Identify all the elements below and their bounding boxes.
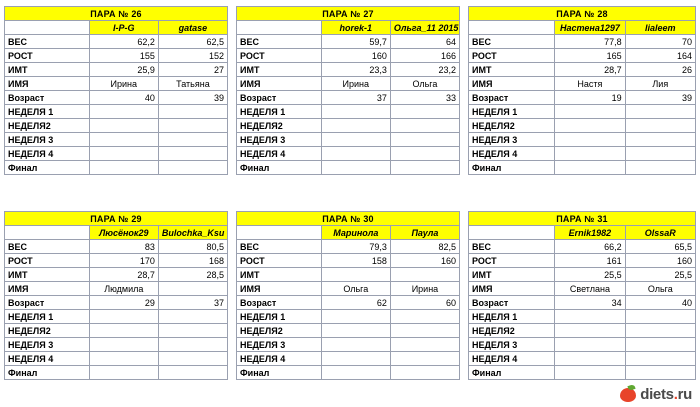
row-label-week2: НЕДЕЛЯ2: [237, 119, 322, 133]
imt-p2: [390, 268, 459, 282]
final-p1: [89, 161, 158, 175]
table-row: [237, 296, 460, 310]
week2-p1: [555, 324, 625, 338]
row-label-ves: ВЕС: [5, 35, 90, 49]
row-label-ves: ВЕС: [469, 35, 555, 49]
week3-p2: [390, 338, 459, 352]
row-label-rost: РОСТ: [469, 49, 555, 63]
table-row: [5, 324, 228, 338]
vozrast-p1: 40: [89, 91, 158, 105]
pair-table: [468, 211, 696, 380]
rost-p2: 168: [158, 254, 227, 268]
rost-p1: 158: [321, 254, 390, 268]
names-blank: [469, 21, 555, 35]
pair-table: [4, 211, 228, 380]
week4-p2: [158, 352, 227, 366]
week3-p2: [625, 338, 695, 352]
ves-p2: 64: [390, 35, 459, 49]
row-label-week3: НЕДЕЛЯ 3: [5, 133, 90, 147]
table-row: [5, 133, 228, 147]
imt-p2: 25,5: [625, 268, 695, 282]
week3-p2: [158, 133, 227, 147]
ves-p2: 70: [625, 35, 695, 49]
row-label-vozrast: Возраст: [5, 91, 90, 105]
row-label-imt: ИМТ: [5, 268, 90, 282]
table-row: [5, 105, 228, 119]
participant-2-name: Паула: [390, 226, 459, 240]
final-p1: [89, 366, 158, 380]
week1-p1: [89, 105, 158, 119]
participant-2-name: lialeem: [625, 21, 695, 35]
table-row: [469, 324, 696, 338]
table-row: [469, 49, 696, 63]
row-label-week1: НЕДЕЛЯ 1: [5, 310, 90, 324]
table-row: [5, 147, 228, 161]
names-blank: [5, 21, 90, 35]
row-label-vozrast: Возраст: [469, 91, 555, 105]
final-p2: [625, 366, 695, 380]
week3-p1: [555, 338, 625, 352]
rost-p2: 164: [625, 49, 695, 63]
row-label-final: Финал: [469, 366, 555, 380]
table-row: [469, 119, 696, 133]
table-row: [237, 105, 460, 119]
week2-p2: [390, 324, 459, 338]
table-row: [5, 240, 228, 254]
week4-p1: [555, 147, 625, 161]
pair-block-31: [464, 205, 700, 407]
table-row: [469, 147, 696, 161]
pair-table: [468, 6, 696, 175]
imya-p1: Ольга: [321, 282, 390, 296]
final-p2: [390, 366, 459, 380]
week1-p2: [158, 310, 227, 324]
table-row: [237, 310, 460, 324]
imt-p2: 27: [158, 63, 227, 77]
row-label-week2: НЕДЕЛЯ2: [469, 119, 555, 133]
vozrast-p1: 29: [89, 296, 158, 310]
row-label-week4: НЕДЕЛЯ 4: [5, 352, 90, 366]
table-row: [237, 35, 460, 49]
row-label-week1: НЕДЕЛЯ 1: [469, 105, 555, 119]
week1-p2: [625, 310, 695, 324]
table-row: [237, 91, 460, 105]
week1-p2: [625, 105, 695, 119]
imya-p2: Татьяна: [158, 77, 227, 91]
imt-p1: 25,9: [89, 63, 158, 77]
table-row: [469, 338, 696, 352]
row-label-week2: НЕДЕЛЯ2: [5, 119, 90, 133]
final-p2: [390, 161, 459, 175]
week3-p1: [321, 338, 390, 352]
rost-p2: 166: [390, 49, 459, 63]
imya-p2: Ольга: [390, 77, 459, 91]
imt-p1: 28,7: [555, 63, 625, 77]
week1-p1: [321, 310, 390, 324]
site-watermark: [619, 385, 692, 403]
table-row: [237, 77, 460, 91]
week2-p2: [625, 119, 695, 133]
vozrast-p1: 34: [555, 296, 625, 310]
week4-p1: [89, 352, 158, 366]
table-row: [5, 268, 228, 282]
names-blank: [5, 226, 90, 240]
imya-p2: Лия: [625, 77, 695, 91]
pair-title: ПАРА № 26: [5, 7, 228, 21]
table-row: [237, 366, 460, 380]
final-p1: [321, 366, 390, 380]
apple-icon: [619, 385, 637, 403]
table-row: [469, 21, 696, 35]
vozrast-p2: 33: [390, 91, 459, 105]
row-label-week1: НЕДЕЛЯ 1: [237, 105, 322, 119]
week2-p2: [158, 324, 227, 338]
table-row: [5, 254, 228, 268]
week3-p2: [390, 133, 459, 147]
imt-p1: 25,5: [555, 268, 625, 282]
participant-1-name: Маринола: [321, 226, 390, 240]
vozrast-p1: 37: [321, 91, 390, 105]
ves-p1: 79,3: [321, 240, 390, 254]
imya-p1: Ирина: [321, 77, 390, 91]
week2-p2: [390, 119, 459, 133]
row-label-imt: ИМТ: [469, 268, 555, 282]
row-label-final: Финал: [469, 161, 555, 175]
names-blank: [237, 226, 322, 240]
rost-p1: 161: [555, 254, 625, 268]
ves-p1: 66,2: [555, 240, 625, 254]
ves-p1: 77,8: [555, 35, 625, 49]
row-label-week3: НЕДЕЛЯ 3: [469, 338, 555, 352]
vozrast-p2: 39: [625, 91, 695, 105]
pair-title: ПАРА № 27: [237, 7, 460, 21]
final-p2: [158, 161, 227, 175]
participant-2-name: Bulochka_Ksu: [158, 226, 227, 240]
row-label-imya: ИМЯ: [469, 282, 555, 296]
table-row: [237, 282, 460, 296]
row-label-final: Финал: [237, 161, 322, 175]
row-label-imya: ИМЯ: [237, 282, 322, 296]
row-label-week3: НЕДЕЛЯ 3: [237, 133, 322, 147]
row-label-final: Финал: [5, 366, 90, 380]
ves-p1: 62,2: [89, 35, 158, 49]
week1-p2: [390, 310, 459, 324]
table-row: [469, 310, 696, 324]
vozrast-p1: 62: [321, 296, 390, 310]
row-label-ves: ВЕС: [469, 240, 555, 254]
table-row: [237, 254, 460, 268]
week4-p2: [625, 352, 695, 366]
week2-p1: [89, 324, 158, 338]
table-row: [469, 133, 696, 147]
week4-p2: [390, 147, 459, 161]
ves-p1: 59,7: [321, 35, 390, 49]
week4-p2: [158, 147, 227, 161]
table-row: [237, 119, 460, 133]
ves-p2: 62,5: [158, 35, 227, 49]
week3-p2: [158, 338, 227, 352]
week4-p1: [321, 352, 390, 366]
row-label-week3: НЕДЕЛЯ 3: [5, 338, 90, 352]
ves-p1: 83: [89, 240, 158, 254]
row-label-vozrast: Возраст: [237, 296, 322, 310]
week2-p2: [625, 324, 695, 338]
week4-p1: [555, 352, 625, 366]
imt-p2: 28,5: [158, 268, 227, 282]
table-row: [5, 296, 228, 310]
table-row: [469, 226, 696, 240]
row-label-week3: НЕДЕЛЯ 3: [469, 133, 555, 147]
rost-p2: 160: [390, 254, 459, 268]
table-row: [469, 254, 696, 268]
table-row: [5, 338, 228, 352]
table-row: [5, 49, 228, 63]
row-label-imya: ИМЯ: [5, 77, 90, 91]
watermark-text: diets.ru: [640, 385, 692, 403]
participant-1-name: Настена1297: [555, 21, 625, 35]
imya-p2: [158, 282, 227, 296]
week2-p2: [158, 119, 227, 133]
participant-2-name: OlssaR: [625, 226, 695, 240]
week4-p1: [89, 147, 158, 161]
rost-p1: 165: [555, 49, 625, 63]
row-label-imya: ИМЯ: [237, 77, 322, 91]
row-label-rost: РОСТ: [5, 254, 90, 268]
week1-p2: [158, 105, 227, 119]
week1-p1: [89, 310, 158, 324]
table-row: [5, 21, 228, 35]
rost-p1: 160: [321, 49, 390, 63]
week1-p2: [390, 105, 459, 119]
table-row: [5, 226, 228, 240]
row-label-ves: ВЕС: [237, 35, 322, 49]
table-row: [237, 63, 460, 77]
table-row: [469, 366, 696, 380]
table-row: [5, 352, 228, 366]
week3-p1: [555, 133, 625, 147]
imya-p1: Людмила: [89, 282, 158, 296]
week1-p1: [555, 310, 625, 324]
pair-title: ПАРА № 28: [469, 7, 696, 21]
row-label-week4: НЕДЕЛЯ 4: [469, 147, 555, 161]
participant-2-name: Ольга_11 2015: [390, 21, 459, 35]
table-row: [237, 324, 460, 338]
table-row: [5, 212, 228, 226]
week1-p1: [555, 105, 625, 119]
table-row: [469, 63, 696, 77]
row-label-week1: НЕДЕЛЯ 1: [237, 310, 322, 324]
row-label-week4: НЕДЕЛЯ 4: [469, 352, 555, 366]
table-row: [237, 133, 460, 147]
table-row: [237, 147, 460, 161]
table-row: [5, 7, 228, 21]
final-p1: [321, 161, 390, 175]
imt-p2: 26: [625, 63, 695, 77]
table-row: [237, 240, 460, 254]
vozrast-p2: 40: [625, 296, 695, 310]
row-label-week4: НЕДЕЛЯ 4: [237, 352, 322, 366]
table-row: [5, 119, 228, 133]
table-row: [469, 161, 696, 175]
table-row: [5, 282, 228, 296]
table-row: [469, 7, 696, 21]
week2-p1: [321, 324, 390, 338]
row-label-vozrast: Возраст: [5, 296, 90, 310]
table-row: [237, 161, 460, 175]
week2-p1: [555, 119, 625, 133]
pair-table: [236, 211, 460, 380]
table-row: [469, 105, 696, 119]
row-label-final: Финал: [237, 366, 322, 380]
week4-p1: [321, 147, 390, 161]
row-label-week4: НЕДЕЛЯ 4: [237, 147, 322, 161]
table-row: [469, 212, 696, 226]
participant-2-name: gatase: [158, 21, 227, 35]
row-label-final: Финал: [5, 161, 90, 175]
row-label-rost: РОСТ: [237, 49, 322, 63]
table-row: [237, 21, 460, 35]
table-row: [237, 338, 460, 352]
row-label-rost: РОСТ: [237, 254, 322, 268]
vozrast-p2: 37: [158, 296, 227, 310]
pair-table: [236, 6, 460, 175]
participant-1-name: I-P-G: [89, 21, 158, 35]
row-label-vozrast: Возраст: [237, 91, 322, 105]
row-label-imt: ИМТ: [5, 63, 90, 77]
imya-p2: Ирина: [390, 282, 459, 296]
imya-p2: Ольга: [625, 282, 695, 296]
row-label-week3: НЕДЕЛЯ 3: [237, 338, 322, 352]
pair-block-28: [464, 0, 700, 205]
vozrast-p1: 19: [555, 91, 625, 105]
imt-p1: 28,7: [89, 268, 158, 282]
final-p1: [555, 161, 625, 175]
table-row: [469, 352, 696, 366]
pair-block-26: [0, 0, 232, 205]
table-row: [469, 240, 696, 254]
rost-p1: 170: [89, 254, 158, 268]
final-p2: [625, 161, 695, 175]
row-label-ves: ВЕС: [237, 240, 322, 254]
pair-block-29: [0, 205, 232, 407]
week2-p1: [321, 119, 390, 133]
week4-p2: [390, 352, 459, 366]
table-row: [237, 212, 460, 226]
table-row: [237, 49, 460, 63]
table-row: [5, 91, 228, 105]
table-row: [237, 7, 460, 21]
imt-p2: 23,2: [390, 63, 459, 77]
table-row: [5, 366, 228, 380]
table-row: [469, 77, 696, 91]
table-row: [5, 77, 228, 91]
rost-p1: 155: [89, 49, 158, 63]
table-row: [237, 226, 460, 240]
table-row: [237, 352, 460, 366]
pair-title: ПАРА № 31: [469, 212, 696, 226]
table-row: [237, 268, 460, 282]
week2-p1: [89, 119, 158, 133]
row-label-vozrast: Возраст: [469, 296, 555, 310]
table-row: [5, 161, 228, 175]
pair-title: ПАРА № 30: [237, 212, 460, 226]
final-p1: [555, 366, 625, 380]
row-label-rost: РОСТ: [469, 254, 555, 268]
row-label-imt: ИМТ: [469, 63, 555, 77]
row-label-week1: НЕДЕЛЯ 1: [469, 310, 555, 324]
names-blank: [237, 21, 322, 35]
ves-p2: 65,5: [625, 240, 695, 254]
rost-p2: 160: [625, 254, 695, 268]
row-label-imt: ИМТ: [237, 268, 322, 282]
pair-block-30: [232, 205, 464, 407]
imya-p1: Светлана: [555, 282, 625, 296]
week3-p1: [89, 338, 158, 352]
row-label-week1: НЕДЕЛЯ 1: [5, 105, 90, 119]
week3-p1: [321, 133, 390, 147]
imt-p1: [321, 268, 390, 282]
week3-p1: [89, 133, 158, 147]
table-row: [5, 310, 228, 324]
table-row: [469, 296, 696, 310]
table-row: [469, 91, 696, 105]
table-row: [5, 35, 228, 49]
imt-p1: 23,3: [321, 63, 390, 77]
ves-p2: 80,5: [158, 240, 227, 254]
row-label-week2: НЕДЕЛЯ2: [5, 324, 90, 338]
imya-p1: Ирина: [89, 77, 158, 91]
imya-p1: Настя: [555, 77, 625, 91]
row-label-week4: НЕДЕЛЯ 4: [5, 147, 90, 161]
row-label-ves: ВЕС: [5, 240, 90, 254]
row-label-rost: РОСТ: [5, 49, 90, 63]
week4-p2: [625, 147, 695, 161]
ves-p2: 82,5: [390, 240, 459, 254]
week1-p1: [321, 105, 390, 119]
participant-1-name: Люсёнок29: [89, 226, 158, 240]
participant-1-name: Ernik1982: [555, 226, 625, 240]
rost-p2: 152: [158, 49, 227, 63]
vozrast-p2: 39: [158, 91, 227, 105]
row-label-week2: НЕДЕЛЯ2: [237, 324, 322, 338]
row-label-imya: ИМЯ: [5, 282, 90, 296]
row-label-imya: ИМЯ: [469, 77, 555, 91]
table-row: [5, 63, 228, 77]
pair-block-27: [232, 0, 464, 205]
vozrast-p2: 60: [390, 296, 459, 310]
week3-p2: [625, 133, 695, 147]
row-label-week2: НЕДЕЛЯ2: [469, 324, 555, 338]
row-label-imt: ИМТ: [237, 63, 322, 77]
pair-table: [4, 6, 228, 175]
final-p2: [158, 366, 227, 380]
names-blank: [469, 226, 555, 240]
pair-title: ПАРА № 29: [5, 212, 228, 226]
participant-1-name: horek-1: [321, 21, 390, 35]
table-row: [469, 282, 696, 296]
table-row: [469, 35, 696, 49]
table-row: [469, 268, 696, 282]
